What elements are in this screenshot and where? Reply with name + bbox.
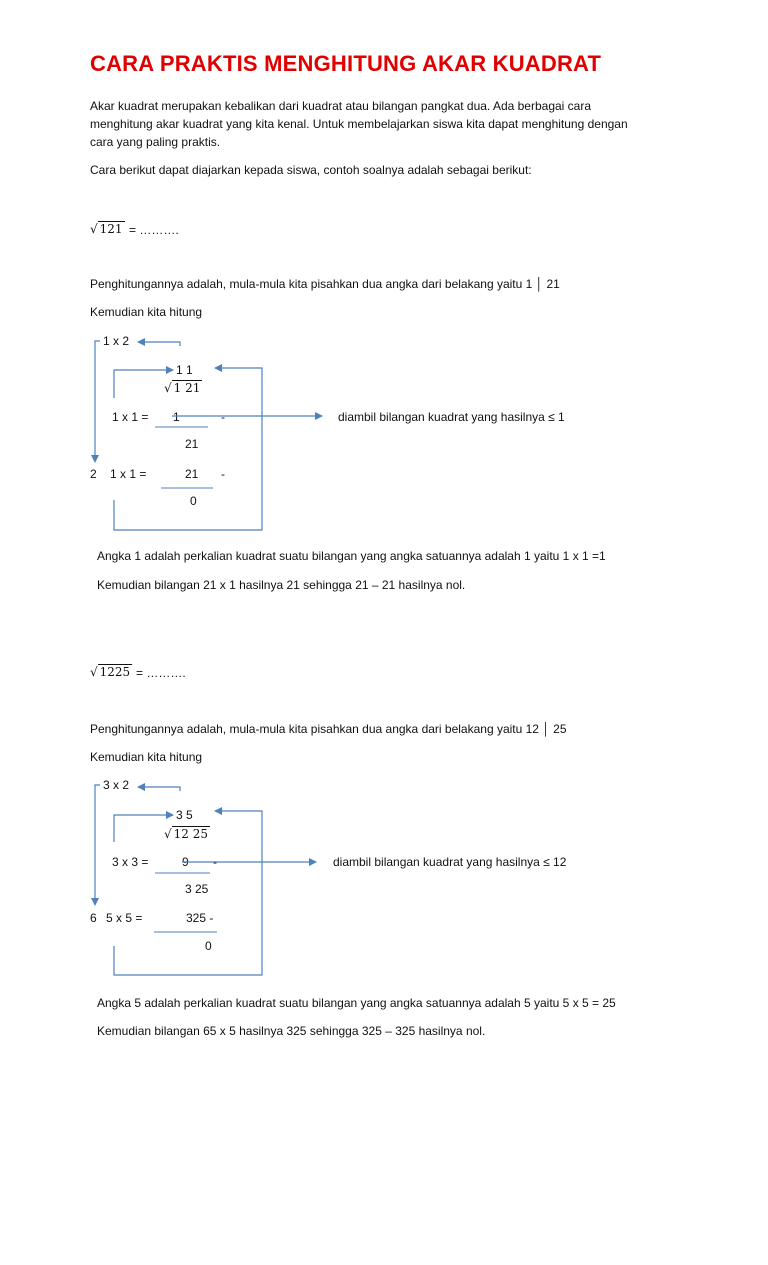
step2-value-2: 325 - <box>186 911 214 925</box>
equals-placeholder-1: = ………. <box>129 223 179 237</box>
conclusion-2a: Angka 5 adalah perkalian kuadrat suatu bilangan yang angka satuannya adalah 5 yaitu 5 x 5 = 25 <box>97 996 616 1010</box>
mult-top-1: 1 x 2 <box>103 334 130 348</box>
remainder-2: 3 25 <box>185 882 209 896</box>
conclusion-2b: Kemudian bilangan 65 x 5 hasilnya 325 sehingga 325 – 325 hasilnya nol. <box>97 1024 486 1038</box>
minus-1a: - <box>221 410 225 424</box>
radicand-split-2: 12 25 <box>173 827 209 841</box>
step1-label-2: 3 x 3 = <box>112 855 149 869</box>
arrow-to-multtop-2 <box>138 787 180 791</box>
note-1: diambil bilangan kuadrat yang hasilnya ≤ 1 <box>338 410 565 424</box>
conclusion-1a: Angka 1 adalah perkalian kuadrat suatu bilangan yang angka satuannya adalah 1 yaitu 1 x 1 =1 <box>97 549 606 563</box>
final-2: 0 <box>205 939 212 953</box>
explain-1: Penghitungannya adalah, mula-mula kita pisahkan dua angka dari belakang yaitu 1 │ 21 <box>90 277 560 291</box>
step2-value-1: 21 <box>185 467 199 481</box>
arrow-right-bracket-2 <box>114 811 262 975</box>
equals-placeholder-2: = ………. <box>136 666 186 680</box>
step2-prefix-1: 2 <box>90 467 97 481</box>
radicand-1: 121 <box>99 222 123 236</box>
result-digits-2: 3 5 <box>176 808 193 822</box>
intro-line-3: cara yang paling praktis. <box>90 135 221 149</box>
arrow-left-bracket-2 <box>95 785 100 905</box>
arrow-inner-bracket-2 <box>114 815 173 842</box>
minus-1b: - <box>221 467 225 481</box>
remainder-1: 21 <box>185 437 199 451</box>
step2-label-1: 1 x 1 = <box>110 467 147 481</box>
step2-prefix-2: 6 <box>90 911 97 925</box>
intro-line-4: Cara berikut dapat diajarkan kepada siswa, contoh soalnya adalah sebagai berikut: <box>90 163 532 177</box>
then-1: Kemudian kita hitung <box>90 305 203 319</box>
step1-label-1: 1 x 1 = <box>112 410 149 424</box>
arrow-inner-bracket-1 <box>114 370 173 398</box>
then-2: Kemudian kita hitung <box>90 750 203 764</box>
radicand-split-1: 1 21 <box>173 381 201 395</box>
arrow-right-bracket-1 <box>114 368 262 530</box>
mult-top-2: 3 x 2 <box>103 778 130 792</box>
conclusion-1b: Kemudian bilangan 21 x 1 hasilnya 21 sehingga 21 – 21 hasilnya nol. <box>97 578 466 592</box>
step2-label-2: 5 x 5 = <box>106 911 143 925</box>
radicand-2: 1225 <box>99 665 131 679</box>
sqrt-symbol: √ <box>164 827 172 841</box>
result-digits-1: 1 1 <box>176 363 193 377</box>
page-title: CARA PRAKTIS MENGHITUNG AKAR KUADRAT <box>90 51 602 76</box>
arrow-left-bracket-1 <box>95 341 100 462</box>
step1-value-2: 9 <box>182 855 189 869</box>
sqrt-symbol: √ <box>90 222 98 236</box>
arrow-to-multtop-1 <box>138 342 180 346</box>
sqrt-symbol: √ <box>164 381 172 395</box>
sqrt-symbol: √ <box>90 665 98 679</box>
explain-2: Penghitungannya adalah, mula-mula kita pisahkan dua angka dari belakang yaitu 12 │ 25 <box>90 722 567 736</box>
step1-value-1: 1 <box>173 410 180 424</box>
intro-line-2: menghitung akar kuadrat yang kita kenal. Untuk membelajarkan siswa kita dapat menghitung dengan <box>90 117 628 131</box>
note-2: diambil bilangan kuadrat yang hasilnya ≤ 12 <box>333 855 567 869</box>
intro-line-1: Akar kuadrat merupakan kebalikan dari kuadrat atau bilangan pangkat dua. Ada berbagai cara <box>90 99 592 113</box>
final-1: 0 <box>190 494 197 508</box>
minus-2a: - <box>213 855 217 869</box>
